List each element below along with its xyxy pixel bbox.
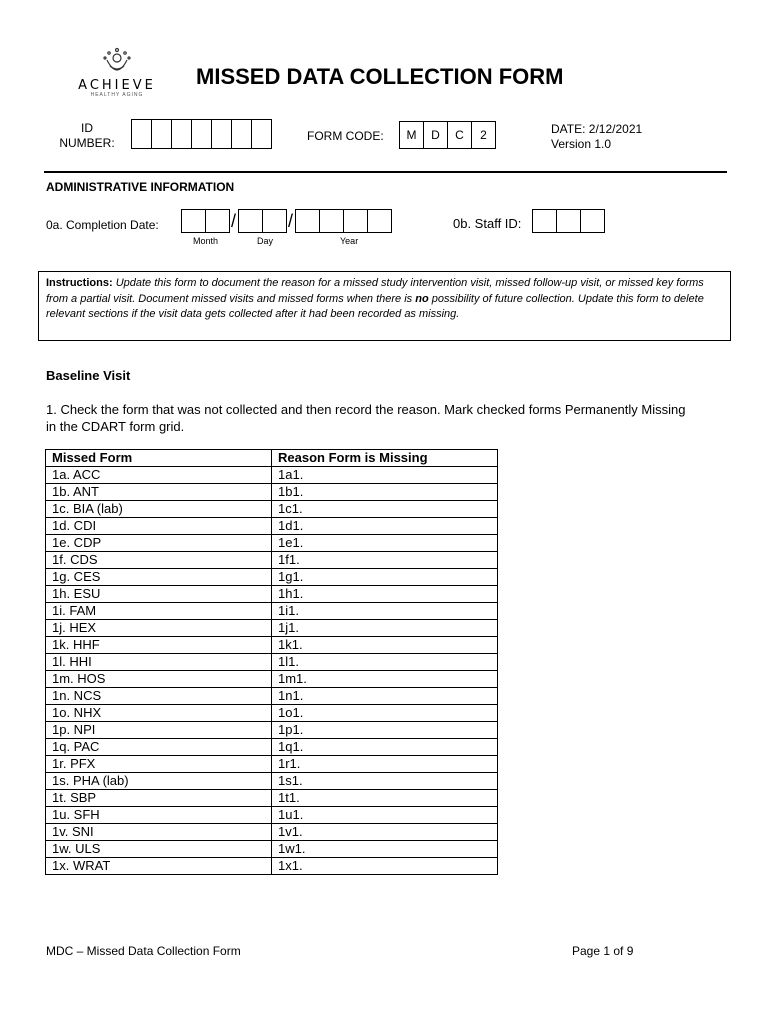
instructions-text-1: Update this form to document the reason for a missed study intervention visit, missed follow-up visit, or missed key forms from a partial visit. Document missed visits and missed forms when there is [46,277,704,305]
reason-cell[interactable]: 1t1. [272,790,498,807]
reason-cell[interactable]: 1p1. [272,722,498,739]
year-box[interactable] [295,209,320,233]
logo-tagline: HEALTHY AGING [90,92,144,98]
table-row [46,518,498,535]
staff-id-box[interactable] [532,209,557,233]
missed-form-cell[interactable]: 1h. ESU [46,586,272,603]
form-code-char: 2 [471,121,496,149]
table-body [46,467,498,875]
completion-date-label: 0a. Completion Date: [46,218,159,232]
table-header-row [46,450,498,467]
table-row [46,535,498,552]
reason-cell[interactable]: 1s1. [272,773,498,790]
column-header-reason: Reason Form is Missing [272,450,498,467]
table-row [46,858,498,875]
reason-cell[interactable]: 1i1. [272,603,498,620]
id-number-box[interactable] [251,119,272,149]
reason-cell[interactable]: 1h1. [272,586,498,603]
missed-form-cell[interactable]: 1f. CDS [46,552,272,569]
reason-cell[interactable]: 1f1. [272,552,498,569]
reason-cell[interactable]: 1n1. [272,688,498,705]
form-code-char: C [447,121,472,149]
table-row [46,773,498,790]
table-row [46,603,498,620]
reason-cell[interactable]: 1u1. [272,807,498,824]
staff-id-label: 0b. Staff ID: [453,216,522,231]
table-row [46,807,498,824]
form-code-label: FORM CODE: [307,129,384,143]
footer-page-number: Page 1 of 9 [572,944,634,958]
table-row [46,467,498,484]
achieve-logo [77,46,157,106]
table-row [46,569,498,586]
missed-form-cell[interactable]: 1k. HHF [46,637,272,654]
missed-form-cell[interactable]: 1w. ULS [46,841,272,858]
year-box[interactable] [319,209,344,233]
form-date-block [551,122,642,152]
instructions-emphasis: no [415,292,429,305]
table-row [46,722,498,739]
table-row [46,756,498,773]
table-row [46,501,498,518]
form-version: Version 1.0 [551,137,612,151]
day-box[interactable] [262,209,287,233]
missed-form-cell[interactable]: 1p. NPI [46,722,272,739]
missed-form-cell[interactable]: 1r. PFX [46,756,272,773]
missed-form-cell[interactable]: 1m. HOS [46,671,272,688]
id-number-boxes[interactable] [131,119,271,149]
month-box[interactable] [205,209,230,233]
missed-form-cell[interactable]: 1b. ANT [46,484,272,501]
missed-form-cell[interactable]: 1s. PHA (lab) [46,773,272,790]
staff-id-box[interactable] [556,209,581,233]
day-caption: Day [257,236,274,246]
id-number-box[interactable] [211,119,232,149]
id-number-box[interactable] [231,119,252,149]
logo-emblem-icon [100,46,134,80]
missed-form-cell[interactable]: 1o. NHX [46,705,272,722]
reason-cell[interactable]: 1l1. [272,654,498,671]
reason-cell[interactable]: 1d1. [272,518,498,535]
instructions-label: Instructions: [46,277,113,289]
form-code-boxes [399,121,495,149]
missed-form-cell[interactable]: 1q. PAC [46,739,272,756]
reason-cell[interactable]: 1m1. [272,671,498,688]
missed-forms-table [45,449,498,875]
year-box[interactable] [343,209,368,233]
missed-form-cell[interactable]: 1e. CDP [46,535,272,552]
missed-form-cell[interactable]: 1i. FAM [46,603,272,620]
header-divider [44,171,727,173]
staff-id-box[interactable] [580,209,605,233]
reason-cell[interactable]: 1c1. [272,501,498,518]
reason-cell[interactable]: 1e1. [272,535,498,552]
missed-form-cell[interactable]: 1n. NCS [46,688,272,705]
table-row [46,739,498,756]
footer-form-name: MDC – Missed Data Collection Form [46,944,241,958]
logo-name: ACHIEVE [78,78,156,93]
id-number-box[interactable] [191,119,212,149]
question-1: 1. Check the form that was not collected and then record the reason. Mark checked forms Permanently Missing in the CDART form grid. [46,402,686,434]
staff-id-field[interactable] [532,209,604,233]
day-box[interactable] [238,209,263,233]
form-title: MISSED DATA COLLECTION FORM [196,64,564,89]
reason-cell[interactable]: 1j1. [272,620,498,637]
missed-form-cell[interactable]: 1c. BIA (lab) [46,501,272,518]
table-row [46,790,498,807]
missed-form-cell[interactable]: 1j. HEX [46,620,272,637]
table-row [46,586,498,603]
completion-date-field[interactable] [181,209,391,233]
table-row [46,705,498,722]
missed-form-cell[interactable]: 1t. SBP [46,790,272,807]
year-caption: Year [340,236,359,246]
id-number-box[interactable] [171,119,192,149]
table-row [46,688,498,705]
table-row [46,654,498,671]
id-number-box[interactable] [151,119,172,149]
table-row [46,484,498,501]
form-date: DATE: 2/12/2021 [551,122,643,136]
date-separator: / [288,211,294,231]
reason-cell[interactable]: 1g1. [272,569,498,586]
instructions-text-2: possibility of future collection. Update this form to delete relevant sections if the visit data gets collected after it had been recorded as missing. [46,292,704,320]
missed-form-cell[interactable]: 1l. HHI [46,654,272,671]
month-caption: Month [193,236,219,246]
reason-cell[interactable]: 1b1. [272,484,498,501]
table-row [46,671,498,688]
table-row [46,637,498,654]
baseline-heading: Baseline Visit [46,368,131,383]
column-header-missed-form: Missed Form [46,450,272,467]
reason-cell[interactable]: 1a1. [272,467,498,484]
reason-cell[interactable]: 1q1. [272,739,498,756]
date-separator: / [231,211,237,231]
reason-cell[interactable]: 1o1. [272,705,498,722]
admin-heading: ADMINISTRATIVE INFORMATION [46,180,235,194]
month-box[interactable] [181,209,206,233]
table-row [46,841,498,858]
table-row [46,552,498,569]
form-code-char: M [399,121,424,149]
instructions-box [38,271,731,341]
reason-cell[interactable]: 1k1. [272,637,498,654]
year-box[interactable] [367,209,392,233]
id-number-label: ID NUMBER: [59,121,115,150]
missed-form-cell[interactable]: 1v. SNI [46,824,272,841]
missed-form-cell[interactable]: 1d. CDI [46,518,272,535]
reason-cell[interactable]: 1w1. [272,841,498,858]
missed-form-cell[interactable]: 1a. ACC [46,467,272,484]
missed-form-cell[interactable]: 1g. CES [46,569,272,586]
form-code-char: D [423,121,448,149]
reason-cell[interactable]: 1x1. [272,858,498,875]
reason-cell[interactable]: 1v1. [272,824,498,841]
table-row [46,620,498,637]
missed-form-cell[interactable]: 1u. SFH [46,807,272,824]
id-number-box[interactable] [131,119,152,149]
table-row [46,824,498,841]
reason-cell[interactable]: 1r1. [272,756,498,773]
missed-form-cell[interactable]: 1x. WRAT [46,858,272,875]
